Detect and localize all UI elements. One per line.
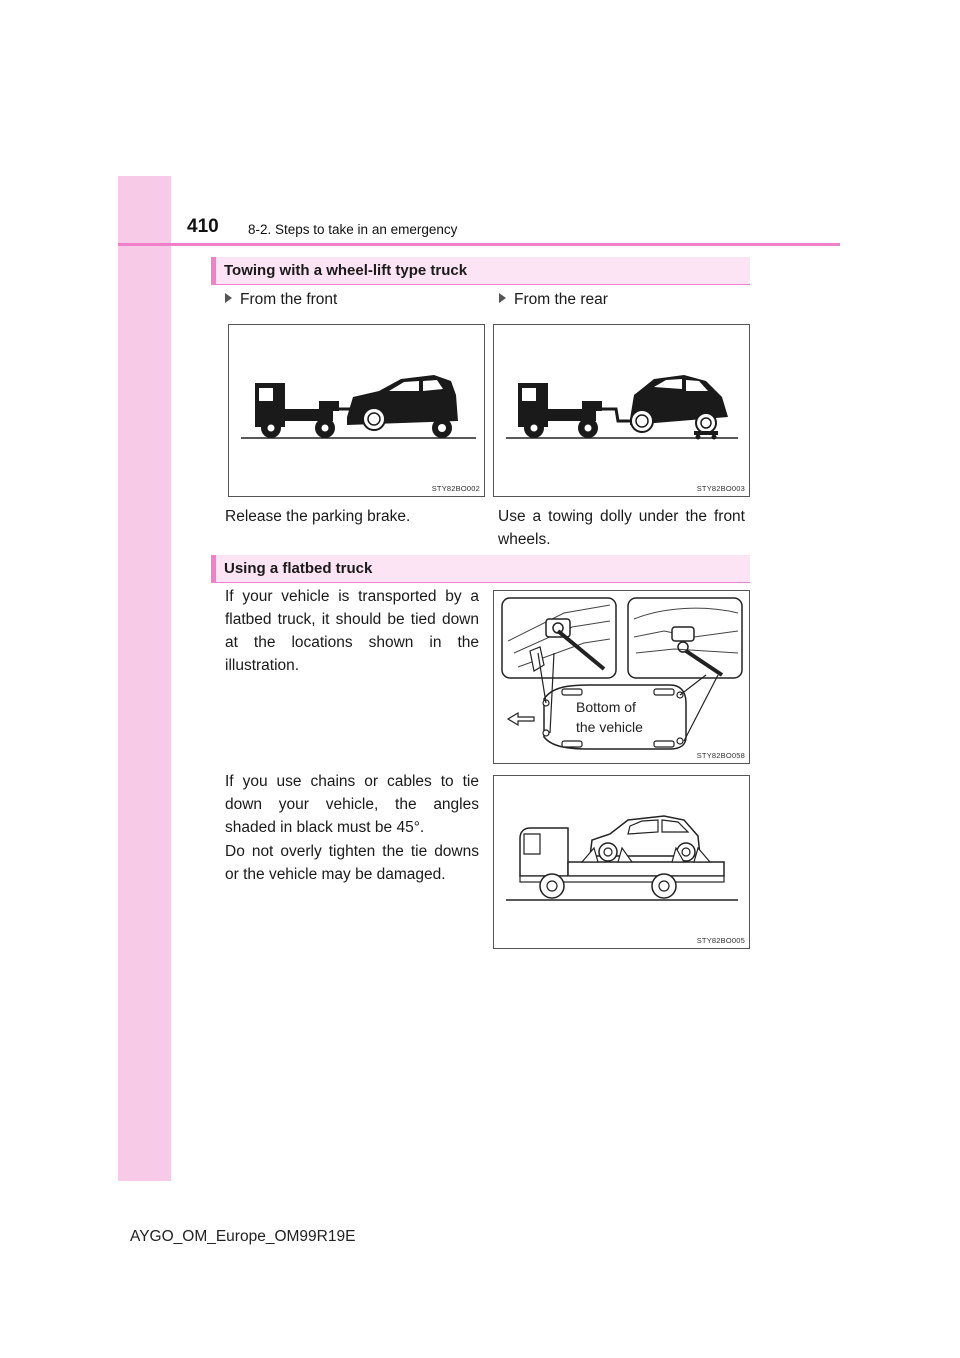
- figure-tow-from-front: [228, 324, 485, 497]
- caption-from-rear: From the rear: [499, 291, 608, 309]
- caption-from-front: From the front: [225, 291, 337, 309]
- side-tab-bar: [118, 176, 171, 1181]
- note-towing-dolly: Use a towing dolly under the front wheels.: [498, 508, 745, 548]
- page-number: 410: [187, 216, 219, 237]
- figure-code: STY82BO003: [696, 484, 745, 493]
- label-bottom-of-vehicle: Bottom of the vehicle: [576, 699, 643, 735]
- section-heading-wheel-lift: Towing with a wheel-lift type truck: [211, 257, 750, 285]
- tie-down-diagram: [494, 591, 750, 764]
- figure-tie-down-locations: [493, 590, 750, 764]
- footer-doc-id: AYGO_OM_Europe_OM99R19E: [130, 1228, 356, 1245]
- paragraph-tighten-warning: Do not overly tighten the tie downs or the vehicle may be damaged.: [225, 843, 479, 883]
- chapter-title: 8-2. Steps to take in an emergency: [248, 222, 458, 237]
- figure-code: STY82BO002: [431, 484, 480, 493]
- figure-code: STY82BO005: [696, 936, 745, 945]
- section-heading-flatbed: Using a flatbed truck: [211, 555, 750, 583]
- tow-truck-rear-illustration: [494, 325, 750, 497]
- flatbed-truck-illustration: [494, 776, 750, 949]
- note-parking-brake: Release the parking brake.: [225, 508, 411, 525]
- figure-code: STY82BO058: [696, 751, 745, 760]
- header-rule: [118, 243, 840, 246]
- paragraph-flatbed-tie-down: If your vehicle is transported by a flatbed truck, it should be tied down at the locations shown in the illustration.: [225, 588, 479, 674]
- figure-flatbed-truck: [493, 775, 750, 949]
- triangle-bullet-icon: [225, 293, 232, 303]
- triangle-bullet-icon: [499, 293, 506, 303]
- tow-truck-front-illustration: [229, 325, 485, 497]
- figure-tow-from-rear: [493, 324, 750, 497]
- paragraph-chain-angle: If you use chains or cables to tie down your vehicle, the angles shaded in black must be 45°.: [225, 773, 479, 836]
